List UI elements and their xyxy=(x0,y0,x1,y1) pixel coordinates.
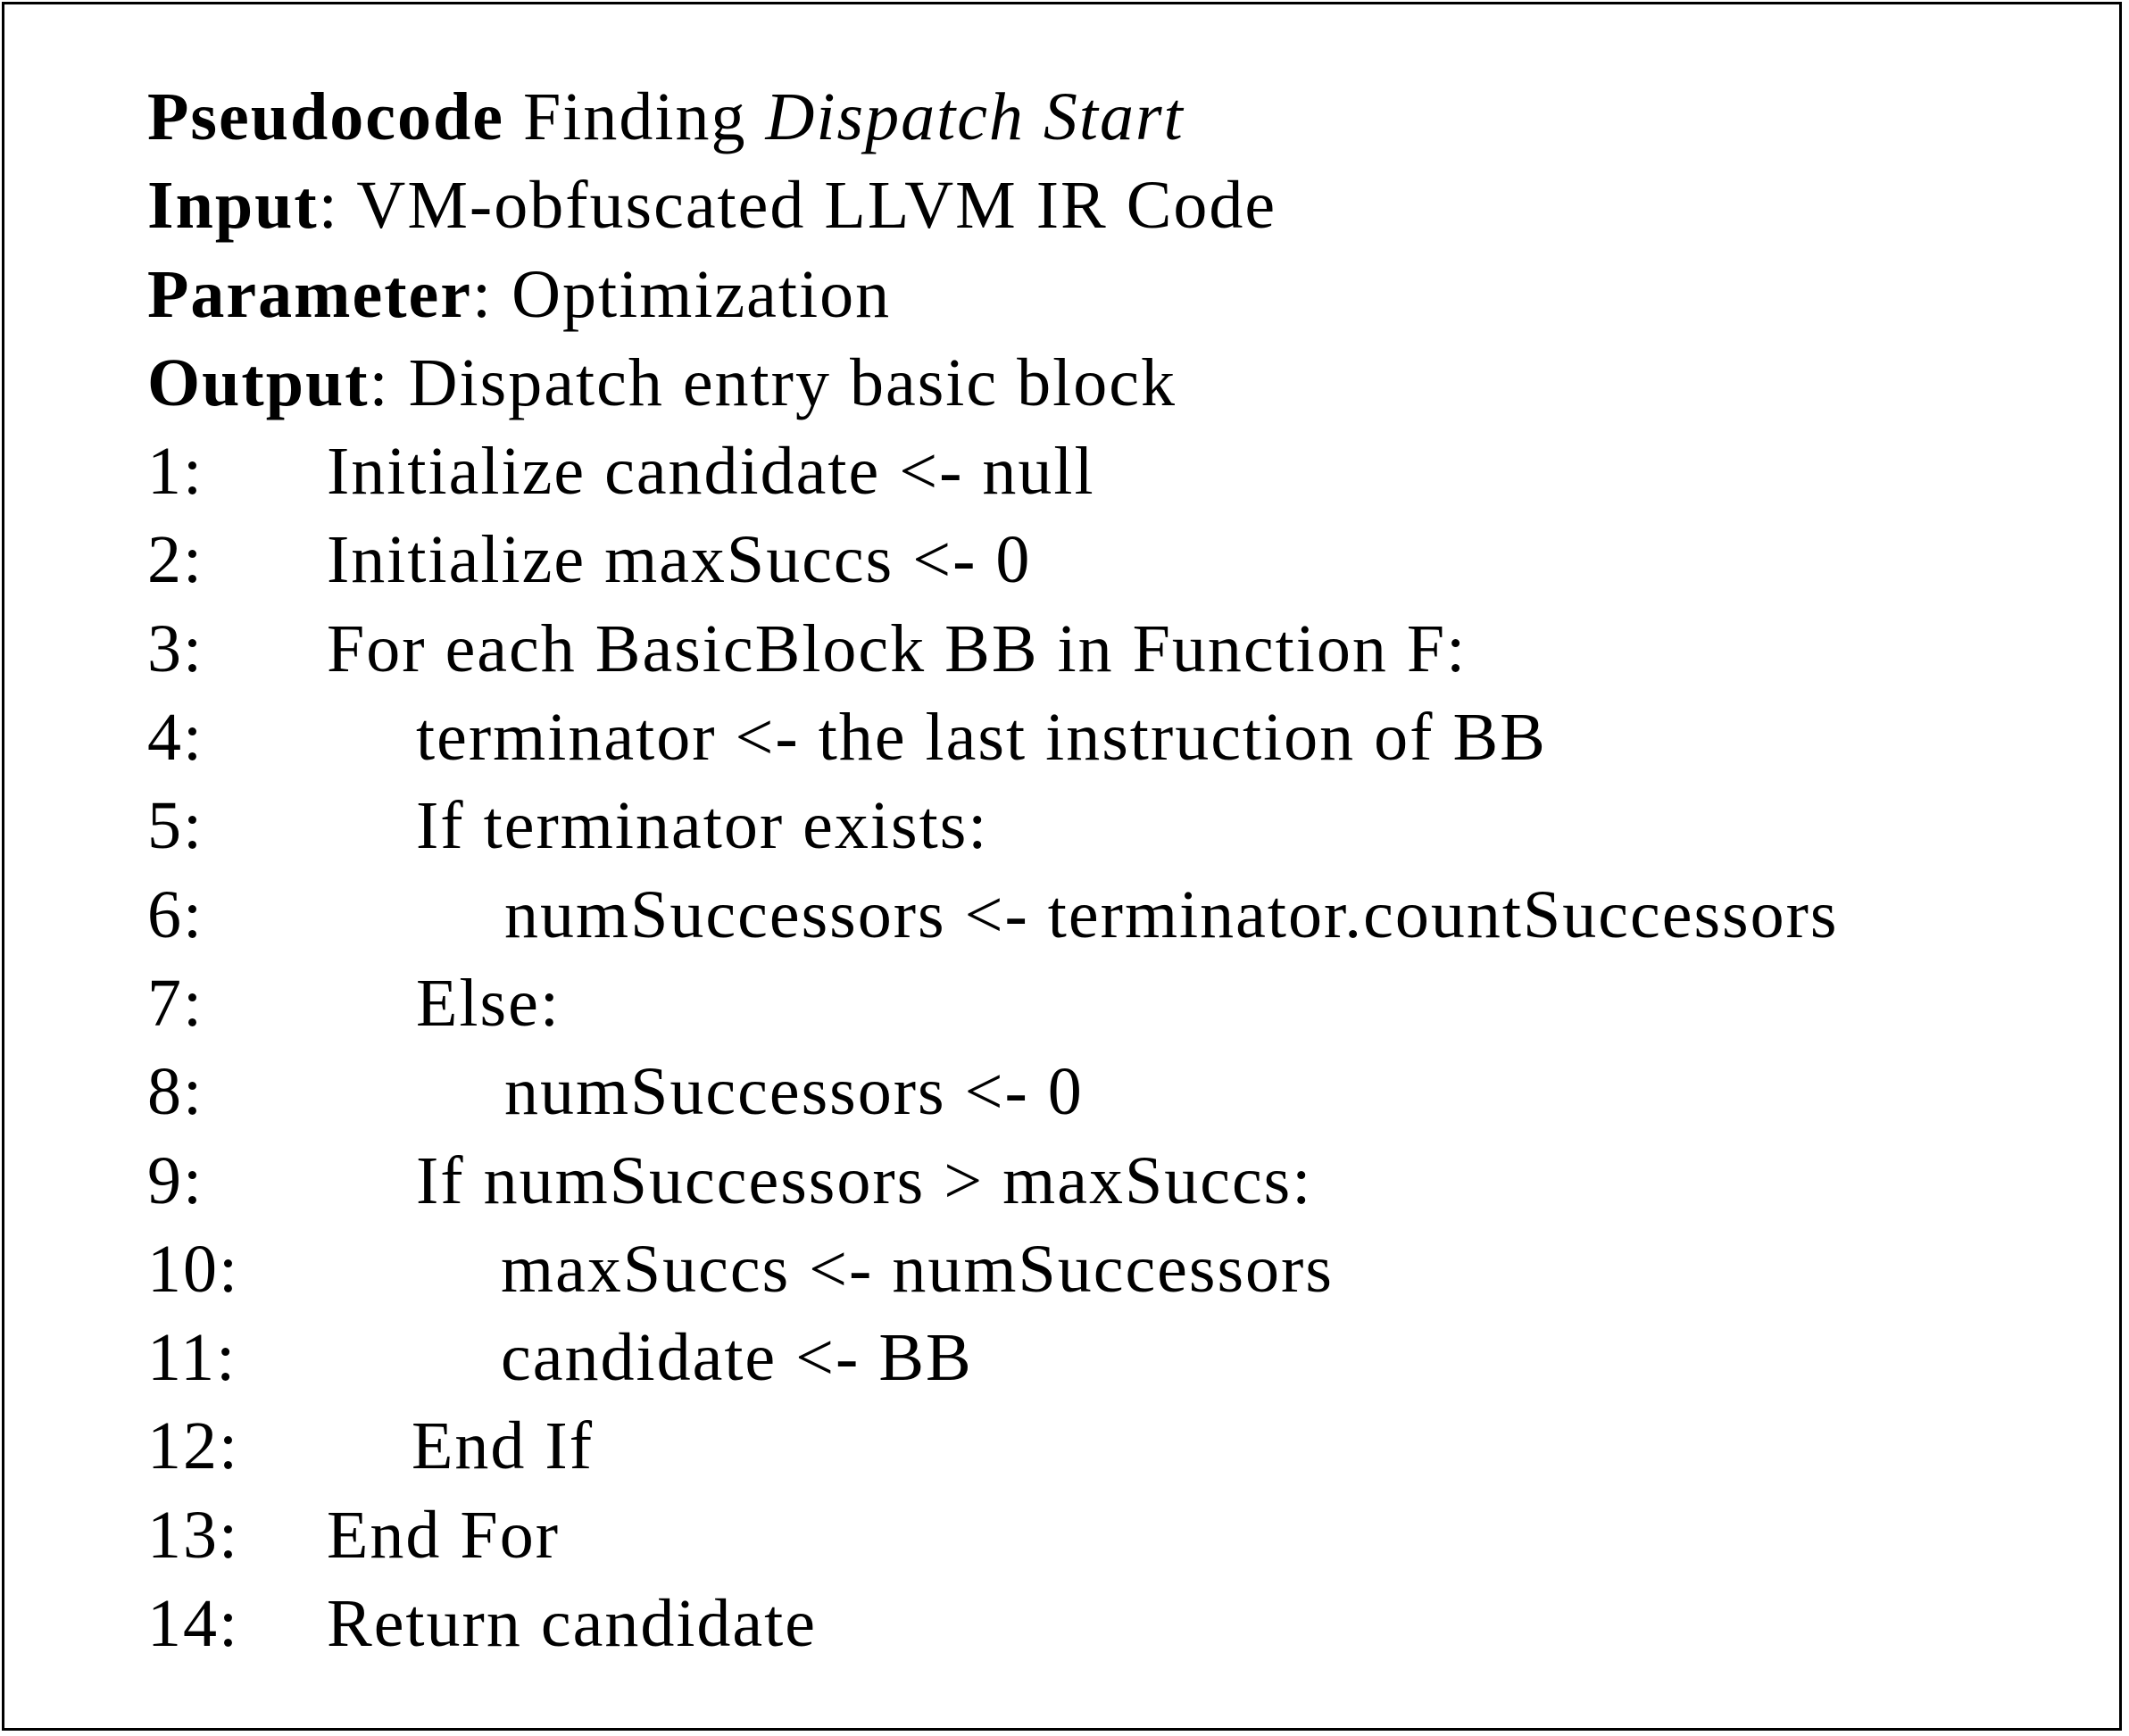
step-line xyxy=(147,871,1839,959)
step-line xyxy=(147,959,1277,1048)
input-keyword: Input xyxy=(147,168,319,244)
step-code: End For xyxy=(327,1497,560,1573)
parameter-keyword: Parameter xyxy=(147,256,472,332)
step-code: For each BasicBlock BB in Function F: xyxy=(327,611,1468,686)
output-keyword: Output xyxy=(147,345,370,420)
step-code: Else: xyxy=(416,965,561,1041)
step-line xyxy=(147,516,1277,604)
step-line xyxy=(147,1580,1277,1668)
step-code: Return candidate xyxy=(327,1586,818,1662)
input-line xyxy=(147,162,1277,250)
step-line xyxy=(147,1491,1277,1580)
step-number: 10: xyxy=(147,1231,240,1307)
step-code: If terminator exists: xyxy=(416,788,989,864)
step-code: End If xyxy=(412,1408,595,1484)
step-code: maxSuccs <- numSuccessors xyxy=(501,1231,1334,1307)
pseudocode-block xyxy=(147,73,1839,1668)
title-text: Finding xyxy=(504,79,766,154)
step-number: 5: xyxy=(147,788,204,864)
step-code: numSuccessors <- terminator.countSuccessors xyxy=(504,876,1839,952)
step-number: 6: xyxy=(147,876,204,952)
step-number: 14: xyxy=(147,1586,240,1662)
step-line xyxy=(147,1137,1313,1225)
step-code: numSuccessors <- 0 xyxy=(504,1054,1084,1130)
title-emphasis: Dispatch Start xyxy=(765,79,1185,154)
step-code: Initialize candidate <- null xyxy=(327,434,1095,510)
pseudocode-title xyxy=(147,73,1277,162)
step-number: 8: xyxy=(147,1054,204,1130)
step-line xyxy=(147,1314,1277,1402)
input-text: : VM-obfuscated LLVM IR Code xyxy=(318,168,1277,244)
step-number: 2: xyxy=(147,522,204,598)
title-keyword: Pseudocode xyxy=(147,79,504,154)
step-number: 13: xyxy=(147,1497,240,1573)
step-number: 12: xyxy=(147,1408,240,1484)
output-text: : Dispatch entry basic block xyxy=(369,345,1177,420)
step-line xyxy=(147,1048,1277,1136)
parameter-line xyxy=(147,251,1277,339)
step-code: terminator <- the last instruction of BB xyxy=(416,700,1547,776)
step-code: Initialize maxSuccs <- 0 xyxy=(327,522,1032,598)
step-line xyxy=(147,428,1277,516)
step-number: 1: xyxy=(147,434,204,510)
step-line xyxy=(147,605,1468,694)
step-number: 4: xyxy=(147,700,204,776)
step-line xyxy=(147,694,1547,782)
step-line xyxy=(147,1402,1277,1491)
step-line xyxy=(147,1225,1334,1314)
step-number: 11: xyxy=(147,1320,237,1396)
step-code: If numSuccessors > maxSuccs: xyxy=(416,1142,1313,1218)
step-code: candidate <- BB xyxy=(501,1320,973,1396)
step-line xyxy=(147,782,1277,870)
output-line xyxy=(147,339,1277,428)
step-number: 9: xyxy=(147,1142,204,1218)
parameter-text: : Optimization xyxy=(471,256,892,332)
step-number: 7: xyxy=(147,965,204,1041)
step-number: 3: xyxy=(147,611,204,686)
